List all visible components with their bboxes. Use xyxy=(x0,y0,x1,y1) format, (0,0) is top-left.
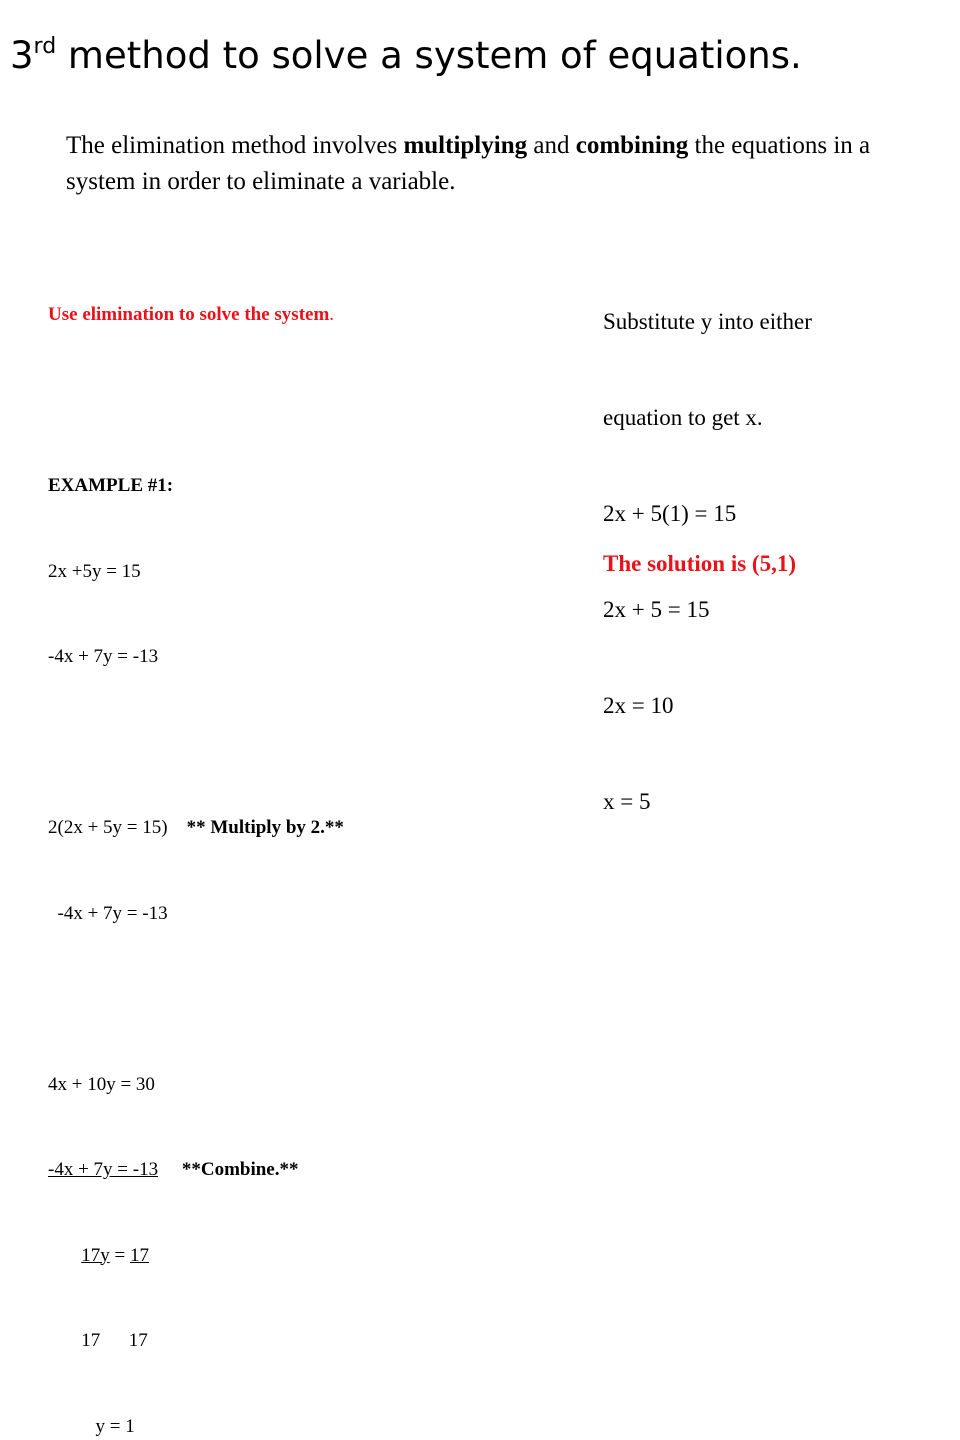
result-indent xyxy=(48,1245,81,1266)
example-label: EXAMPLE #1: xyxy=(48,472,568,501)
sum-equation-2: -4x + 7y = -13 xyxy=(48,1159,158,1180)
result-equation xyxy=(48,1242,568,1271)
intro-bold-combining: combining xyxy=(576,132,689,159)
title-text: method to solve a system of equations. xyxy=(56,34,802,77)
intro-text-2: and xyxy=(527,132,576,159)
divisor-line: 17 17 xyxy=(48,1327,568,1356)
combine-step xyxy=(48,1156,568,1185)
multiply-equation-2: -4x + 7y = -13 xyxy=(48,900,568,929)
intro-bold-multiplying: multiplying xyxy=(403,132,527,159)
example-heading-suffix: . xyxy=(329,304,334,325)
intro-paragraph xyxy=(66,128,886,200)
multiply-note: ** Multiply by 2.** xyxy=(168,817,344,838)
equation-1: 2x +5y = 15 xyxy=(48,558,568,587)
example-block xyxy=(48,244,568,1440)
title-number: 3 xyxy=(10,34,34,77)
combine-note: **Combine.** xyxy=(158,1159,298,1180)
result-left: 17y xyxy=(81,1245,110,1266)
example-heading-bold: elimination to solve the system xyxy=(82,304,329,325)
substitute-line-3: 2x + 5(1) = 15 xyxy=(603,498,943,530)
multiply-equation: 2(2x + 5y = 15) xyxy=(48,817,168,838)
result-right: 17 xyxy=(130,1245,149,1266)
intro-text-3: the equations in a system in order to eliminate a variable. xyxy=(66,132,870,195)
solution-statement: The solution is (5,1) xyxy=(603,551,796,577)
substitute-block xyxy=(603,242,943,850)
example-heading-prefix: Use xyxy=(48,304,82,325)
slide-title xyxy=(10,34,802,78)
spacer xyxy=(48,985,568,1014)
spacer xyxy=(48,729,568,758)
substitute-line-6: x = 5 xyxy=(603,786,943,818)
example-heading xyxy=(48,301,568,330)
equation-2: -4x + 7y = -13 xyxy=(48,643,568,672)
spacer xyxy=(48,387,568,416)
substitute-line-2: equation to get x. xyxy=(603,402,943,434)
sum-equation-1: 4x + 10y = 30 xyxy=(48,1071,568,1100)
answer-line: y = 1 xyxy=(48,1413,568,1440)
multiply-step xyxy=(48,814,568,843)
substitute-line-1: Substitute y into either xyxy=(603,306,943,338)
intro-text-1: The elimination method involves xyxy=(66,132,403,159)
title-superscript: rd xyxy=(34,34,57,59)
substitute-line-5: 2x = 10 xyxy=(603,690,943,722)
result-equals: = xyxy=(110,1245,130,1266)
substitute-line-4: 2x + 5 = 15 xyxy=(603,594,943,626)
